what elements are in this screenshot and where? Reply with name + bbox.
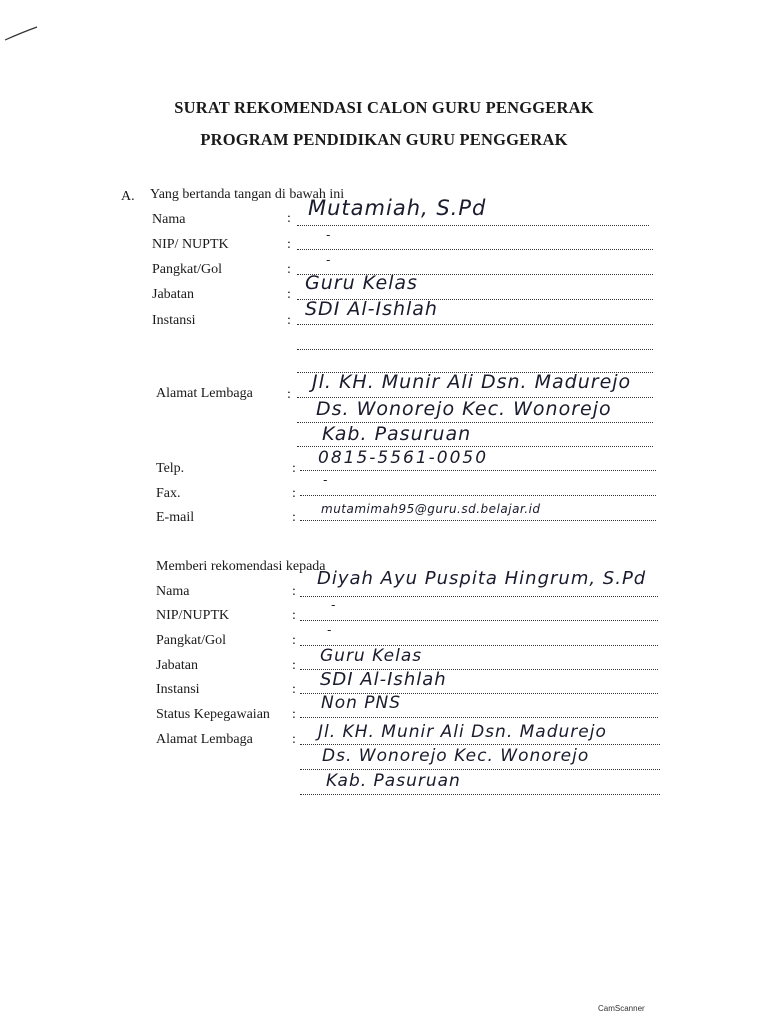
- colon: :: [292, 707, 296, 722]
- section-a-intro: Yang bertanda tangan di bawah ini: [150, 187, 345, 202]
- colon: :: [287, 262, 291, 277]
- field-value-instansi-b: SDI Al-Ishlah: [320, 669, 447, 690]
- dotted-line: [300, 520, 656, 521]
- dotted-line: [300, 769, 660, 770]
- field-value-status-b: Non PNS: [321, 693, 402, 713]
- dotted-line: [300, 596, 658, 597]
- label-pangkat-a: Pangkat/Gol: [152, 262, 222, 277]
- dotted-line: [300, 794, 660, 795]
- field-value-alamat-a-line3: Kab. Pasuruan: [322, 423, 472, 445]
- document-subtitle: PROGRAM PENDIDIKAN GURU PENGGERAK: [200, 130, 568, 149]
- dotted-line: [297, 349, 653, 350]
- field-value-jabatan-a: Guru Kelas: [305, 272, 418, 294]
- label-telp-a: Telp.: [156, 461, 185, 476]
- colon: :: [287, 313, 291, 328]
- field-value-alamat-a-line2: Ds. Wonorejo Kec. Wonorejo: [316, 398, 612, 420]
- dotted-line: [297, 225, 649, 226]
- colon: :: [292, 510, 296, 525]
- dotted-line: [297, 324, 653, 325]
- pen-stroke-mark: [4, 26, 38, 42]
- label-nama-b: Nama: [156, 584, 190, 599]
- dotted-line: [297, 446, 653, 447]
- document-title: SURAT REKOMENDASI CALON GURU PENGGERAK: [174, 98, 594, 117]
- label-alamat-a: Alamat Lembaga: [156, 386, 253, 401]
- label-fax-a: Fax.: [156, 486, 181, 501]
- field-value-instansi-a: SDI Al-Ishlah: [305, 298, 438, 320]
- colon: :: [287, 237, 291, 252]
- colon: :: [287, 387, 291, 402]
- dotted-line: [300, 744, 660, 745]
- label-nip-b: NIP/NUPTK: [156, 608, 230, 623]
- dotted-line: [300, 620, 658, 621]
- label-instansi-b: Instansi: [156, 682, 200, 697]
- field-value-nip-a: -: [326, 228, 332, 242]
- camscanner-watermark: CamScanner: [598, 1004, 645, 1013]
- label-alamat-b: Alamat Lembaga: [156, 732, 253, 747]
- field-value-pangkat-a: -: [326, 253, 332, 267]
- colon: :: [292, 486, 296, 501]
- colon: :: [292, 633, 296, 648]
- colon: :: [292, 608, 296, 623]
- label-email-a: E-mail: [156, 510, 195, 525]
- field-value-jabatan-b: Guru Kelas: [320, 646, 423, 666]
- label-instansi-a: Instansi: [152, 313, 196, 328]
- field-value-email-a: mutamimah95@guru.sd.belajar.id: [321, 502, 541, 516]
- label-jabatan-a: Jabatan: [152, 287, 194, 302]
- field-value-alamat-b-line2: Ds. Wonorejo Kec. Wonorejo: [322, 746, 590, 766]
- colon: :: [292, 732, 296, 747]
- colon: :: [287, 287, 291, 302]
- dotted-line: [300, 717, 658, 718]
- dotted-line: [300, 495, 656, 496]
- colon: :: [292, 461, 296, 476]
- field-value-nama-b: Diyah Ayu Puspita Hingrum, S.Pd: [317, 568, 647, 589]
- section-b-intro: Memberi rekomendasi kepada: [156, 559, 326, 574]
- dotted-line: [297, 249, 653, 250]
- label-nama-a: Nama: [152, 212, 186, 227]
- colon: :: [292, 584, 296, 599]
- label-pangkat-b: Pangkat/Gol: [156, 633, 226, 648]
- field-value-alamat-b-line3: Kab. Pasuruan: [326, 771, 461, 791]
- field-value-alamat-a-line1: Jl. KH. Munir Ali Dsn. Madurejo: [312, 371, 632, 393]
- field-value-fax-a: -: [323, 473, 329, 487]
- label-jabatan-b: Jabatan: [156, 658, 198, 673]
- field-value-nip-b: -: [331, 598, 337, 612]
- field-value-telp-a: 0815-5561-0050: [318, 448, 489, 468]
- label-status-b: Status Kepegawaian: [156, 707, 270, 722]
- colon: :: [292, 682, 296, 697]
- colon: :: [287, 211, 291, 226]
- label-nip-a: NIP/ NUPTK: [152, 237, 229, 252]
- field-value-pangkat-b: -: [327, 623, 333, 637]
- field-value-alamat-b-line1: Jl. KH. Munir Ali Dsn. Madurejo: [318, 722, 607, 742]
- section-a-marker: A.: [121, 189, 135, 204]
- colon: :: [292, 658, 296, 673]
- field-value-nama-a: Mutamiah, S.Pd: [308, 196, 487, 220]
- dotted-line: [300, 470, 656, 471]
